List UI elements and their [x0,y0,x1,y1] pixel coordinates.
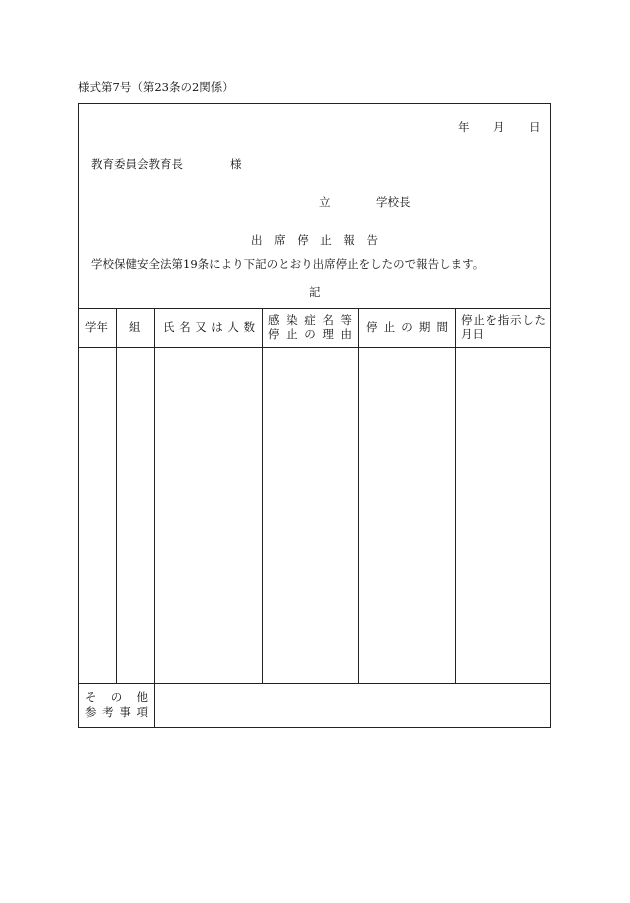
header-char: 示 [510,313,522,327]
title-char: 報 [343,233,355,247]
header-char: 止 [473,313,485,327]
header-char: 名 [322,313,334,327]
date-month-label: 月 [493,120,505,134]
header-char: 人 [227,320,239,334]
title-char: 出 [251,233,263,247]
other-char: そ [85,690,97,704]
cell-period [359,349,454,682]
other-char: 項 [136,705,148,719]
header-char: 間 [436,320,448,334]
addressee-honorific: 様 [230,157,242,171]
header-char: 止 [383,320,396,334]
date-year-label: 年 [458,120,470,134]
header-char: 由 [340,327,352,341]
header-char: を [485,313,497,327]
other-label-line2 [85,707,148,719]
header-char: 停 [268,327,280,341]
header-char: 感 [268,313,280,327]
date-day-label: 日 [529,120,541,134]
header-char: の [401,320,413,334]
title-char: 告 [366,233,378,247]
header-reason-line1 [268,315,352,327]
school-prefix: 立 [319,195,331,209]
other-char: 参 [85,705,97,719]
title-char: 席 [274,233,286,247]
title-char: 停 [297,233,309,247]
header-reason-line2 [268,329,352,341]
header-char: 名 [179,320,191,334]
header-grade: 学年 [85,320,108,334]
header-char: し [522,313,534,327]
header-char: の [304,327,316,341]
header-char: 数 [243,320,255,334]
cell-class [117,349,153,682]
other-notes-cell [160,690,545,722]
header-period [366,322,448,334]
cell-reason [263,349,357,682]
table-other-rule [78,683,551,684]
header-char: 止 [286,327,298,341]
title-char: 止 [320,233,332,247]
other-char: の [110,690,123,704]
header-char: 症 [304,313,316,327]
header-char: 停 [366,320,378,334]
other-char: 他 [136,690,148,704]
header-char: た [534,313,546,327]
principal-title: 学校長 [376,195,411,209]
header-char: は [211,320,223,334]
header-char: 指 [497,313,510,327]
cell-grade [79,349,115,682]
cell-name [155,349,261,682]
note-label: 記 [309,285,321,299]
cell-date [456,349,550,682]
header-char: 染 [286,313,298,327]
header-char: 理 [322,327,334,341]
header-char: 氏 [163,320,175,334]
header-char: 又 [195,320,207,334]
header-char: 等 [340,313,352,327]
header-ordered-date-line2: 月日 [461,327,484,341]
header-name [163,322,255,334]
table-top-rule [78,308,551,309]
report-title [251,235,378,247]
table-header-rule [78,347,551,348]
addressee-name: 教育委員会教育長 [91,157,183,171]
header-char: 停 [461,313,473,327]
report-statement: 学校保健安全法第19条により下記のとおり出席停止をしたので報告します。 [91,257,485,271]
other-char: 考 [102,705,114,719]
header-class: 組 [129,320,141,334]
form-number: 様式第7号（第23条の2関係） [78,80,234,94]
other-char: 事 [119,705,131,719]
other-label-line1 [85,692,148,704]
header-char: 期 [418,320,431,334]
header-ordered-date-line1 [461,315,546,327]
